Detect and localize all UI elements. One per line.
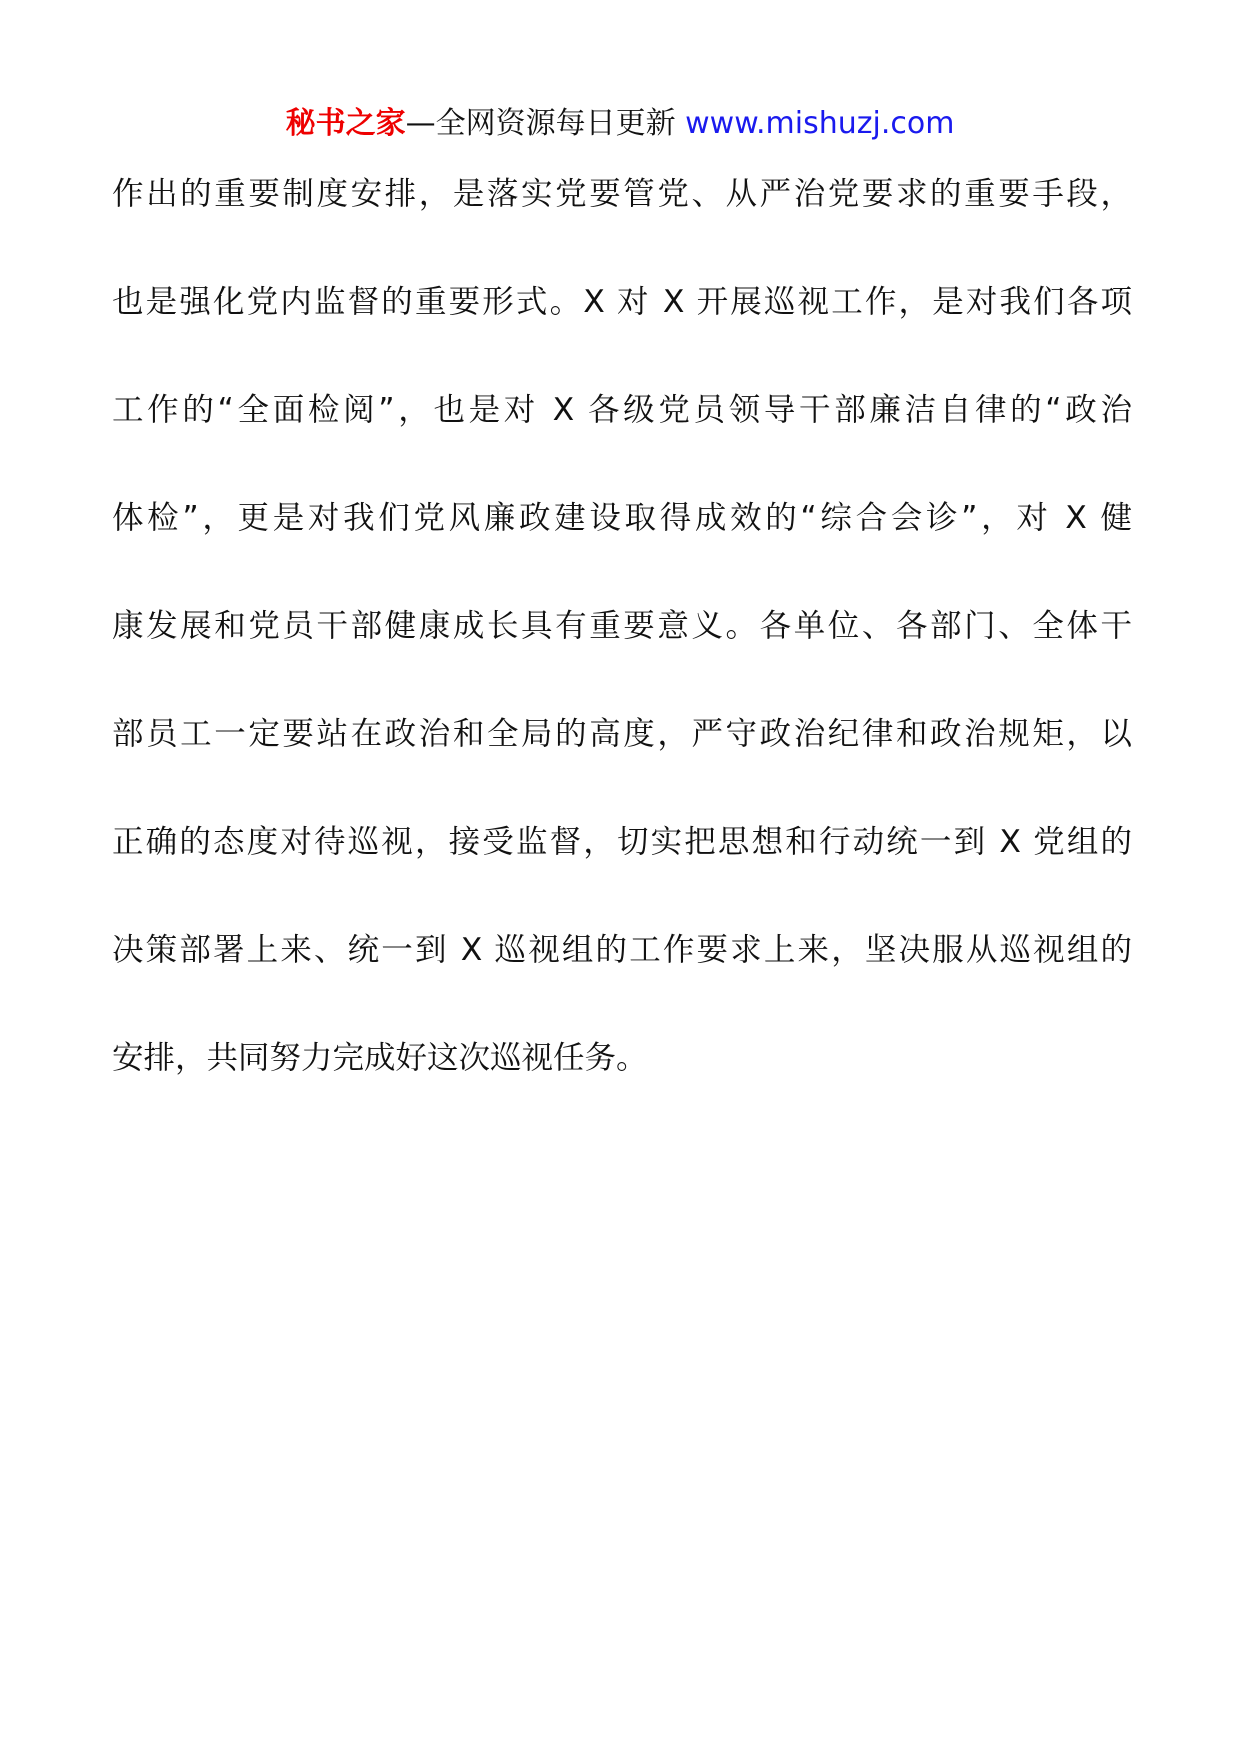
body-line-3: 工作的“全面检阅”，也是对 X 各级党员领导干部廉洁自律的“政治 <box>112 392 1132 428</box>
body-line-8: 决策部署上来、统一到 X 巡视组的工作要求上来，坚决服从巡视组的 <box>112 932 1132 968</box>
site-brand: 秘书之家 <box>285 106 406 141</box>
body-line-2: 也是强化党内监督的重要形式。X 对 X 开展巡视工作，是对我们各项 <box>112 284 1132 320</box>
body-line-6: 部员工一定要站在政治和全局的高度，严守政治纪律和政治规矩，以 <box>112 716 1132 752</box>
body-line-4: 体检”，更是对我们党风廉政建设取得成效的“综合会诊”，对 X 健 <box>112 500 1132 536</box>
site-url[interactable]: www.mishuzj.com <box>685 106 955 141</box>
body-line-5: 康发展和党员干部健康成长具有重要意义。各单位、各部门、全体干 <box>112 608 1132 644</box>
body-line-1: 作出的重要制度安排，是落实党要管党、从严治党要求的重要手段， <box>112 176 1132 212</box>
body-line-7: 正确的态度对待巡视，接受监督，切实把思想和行动统一到 X 党组的 <box>112 824 1132 860</box>
page-header <box>0 104 1240 144</box>
site-tagline: —全网资源每日更新 <box>405 106 676 141</box>
body-line-9: 安排，共同努力完成好这次巡视任务。 <box>112 1040 648 1076</box>
